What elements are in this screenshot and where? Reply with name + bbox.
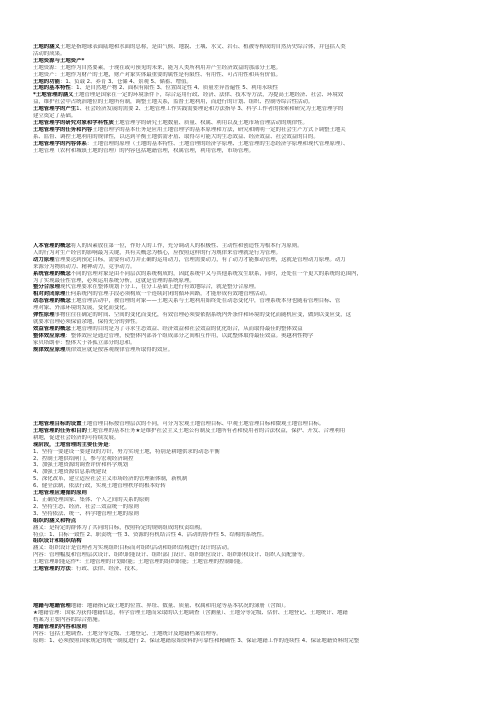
text-line [33, 333, 467, 340]
term-body: 不同的管理对象是由不同层次的系统构成的，因此系统中又与其他系统发生联系，同时，还处在一个更大的系统的范围内， [70, 270, 362, 277]
text-line [33, 469, 467, 476]
term-body: 涵义：组织设计是管理者为实现组织目标而对组织活动和组织结构进行设计的活动。 [33, 545, 233, 552]
term-heading: 土地的基本特性 [33, 85, 71, 92]
term-heading: 土地的涵义 [33, 44, 60, 50]
text-line [33, 490, 467, 497]
term-body: 土地管理职能运作*：土地管理的计划职能；土地管理的组织职能；土地管理的控制职能。 [33, 559, 246, 566]
text-line [33, 617, 467, 624]
text-line [33, 449, 467, 456]
term-heading: 土地资源与土地资产* [33, 57, 85, 64]
term-heading: 土地的功能 [33, 78, 60, 85]
term-body: ：1、是自然地产物 2、面积有限性 3、位置固定性 4、质量差异普遍性 5、利用永续性 [70, 85, 279, 92]
text-line [33, 525, 467, 532]
text-line [33, 312, 467, 319]
text-line [33, 483, 467, 490]
term-heading: *土地管理的涵义 [33, 92, 74, 99]
term-body: 土地管理目标按管理层次的不同，可分为宏观土地管理目标、中观土地管理目标和微观土地管理目标。 [81, 421, 325, 427]
text-line [33, 538, 467, 545]
term-body: 4、加强土地资源信息系统建设 [33, 469, 107, 476]
term-body: 耕地，促进社会经济的可持续发展。 [33, 434, 120, 441]
text-line [33, 58, 467, 65]
text-line [33, 462, 467, 469]
term-body: 土地管理是国家在一定的环境条件下，综合运用行政、经济、法律、技术等方法，为提高土地经济、社会、环境效 [73, 92, 344, 99]
text-line [33, 456, 467, 463]
section-management-principles [33, 243, 467, 354]
term-body: ★地籍管理：国家为获得地籍信息，科学管理土地而采取的以土地调查（含测量）、土地分等定级、估价、土地登记、土地统计、地籍 [33, 609, 348, 616]
term-body: ： [108, 441, 114, 448]
term-body: 土地管理活动中，被管理的对象——土地关系与土地利用始终处在动态变化中，管理系统本身也随着管理目标、管 [70, 298, 341, 305]
term-body: 活动的成果。 [33, 50, 66, 57]
text-line [33, 319, 467, 326]
term-heading: 土地管理学的任务和内容 [33, 126, 93, 133]
term-body: 就要求管理必须保留余地，保持充分的弹性。 [33, 318, 141, 325]
term-heading: 地籍与地籍管理 [33, 603, 71, 609]
term-heading: 动力原理 [33, 256, 55, 263]
text-line [33, 243, 467, 250]
term-heading: 土地管理的任务和目的 [33, 427, 87, 434]
term-body: 特点：1、目标一致性 2、职责统一性 3、资源的有机结合性 4、活动的协作性 5、结构的系统性。 [33, 531, 268, 538]
term-heading: 整分合原理 [33, 284, 60, 291]
text-line [33, 428, 467, 435]
term-body: 事物往往在确定的时间、空间的变化而变化，有效管理必须要依据系统内外条件和环境的变化而随机应变，做到以变应变，这 [54, 312, 352, 319]
term-body: ：土地管理的原理（土地的基本特性、土地管理的经济学原理、土地管理的生态经济学原理和现代管理原理）、 [86, 140, 349, 147]
text-line [33, 141, 467, 148]
term-heading: 规律效应原理 [33, 346, 66, 353]
term-heading: 地籍管理的内容和原则 [33, 623, 87, 630]
text-line [33, 347, 467, 354]
term-body: 2、坚持生态、经济、社会三效益统一的原则 [33, 503, 139, 510]
text-line [33, 552, 467, 559]
text-line [33, 284, 467, 291]
term-body: 管理要达到预定目标，需要有动力并正确的运用动力，管理需要动力，有了动力才能推动管理，这就是管理动力原理。动力 [54, 256, 346, 263]
term-body: 3、加强土地资源的调查评价和科学规划 [33, 462, 129, 469]
text-line [33, 291, 467, 298]
term-body: ：行政、法律、经济、技术。 [70, 566, 141, 573]
text-line [33, 603, 467, 610]
text-line [33, 99, 467, 106]
term-heading: 效益管理的概念 [33, 325, 71, 332]
term-heading: 土地管理的方法 [33, 566, 71, 573]
term-body: 涵义：是特定的群体为了共同的目标，按照特定的规则组成的权责结构。 [33, 524, 206, 531]
text-line [33, 85, 467, 92]
text-line [33, 421, 467, 428]
term-body: 2、控制土地供给闸门，参与宏观经济调控 [33, 455, 134, 462]
text-line [33, 476, 467, 483]
text-line [33, 326, 467, 333]
term-heading: 相对封闭原理 [33, 291, 66, 298]
text-line [33, 511, 467, 518]
term-body: 土地管理的基本任务★是维护社会主义土地公有制及土地所有者和使用者的合法权益，保护、开发、合理利用 [86, 427, 346, 434]
term-body: 现代管理要求在整体规划下分工，在分工基础上进行有效地综合，就是整分合原理。 [59, 284, 260, 291]
term-body: 系、监督、调控土地利用的规律性，以达到平衡土地供需矛盾、取得尽可能大的生态效益、经济效益、社会效益的目的。 [33, 133, 319, 140]
term-body: 任何系统内的管理手段必须构成一个连续封闭的循环回路，才能形成有效地管理活动。 [65, 291, 271, 298]
term-body: 家贝塔朗菲：整体大于各孤立部分的总和。 [33, 339, 136, 346]
text-line [33, 559, 467, 566]
section-management-objectives [33, 421, 467, 573]
term-body: 理对象、外部环境的发展，变化而变化。 [33, 305, 131, 312]
text-line [33, 257, 467, 264]
text-line [33, 72, 467, 79]
term-heading: 土地管理学的内容体系 [33, 140, 87, 147]
term-body: 档案为主要内容的综合措施。 [33, 616, 104, 623]
text-line [33, 631, 467, 638]
text-line [33, 435, 467, 442]
term-body: 土地资源：土地作为自然要素，于现在或可预见的未来，能为人类所利用并产生经济效益的那部分土地。 [33, 64, 281, 71]
text-line [33, 65, 467, 72]
text-line [33, 250, 467, 257]
term-body: 土地管理学的研究土地数量、质量、权属、利用以及土地市场管理活动的规律性。 [113, 119, 308, 126]
term-body: 1、正确处理国家、集体、个人之间的关系的原则 [33, 496, 150, 503]
text-line [33, 120, 467, 127]
text-line [33, 44, 467, 51]
term-body: 来源分为物质动力、精神动力，竞争动力。 [33, 263, 136, 270]
term-body: 土地管理（农村和城镇土地的管理）的内容包括地籍管理，权属管理，利用管理，市场管理。 [33, 147, 255, 154]
term-body: 1、坚持一要建设一要建设的方针，努力实现土地，特别是耕地供求的动态平衡 [33, 448, 220, 455]
section-land-basics [33, 44, 467, 155]
text-line [33, 624, 467, 631]
term-body: 内容：包括土地调查、土地分等定级、土地登记、土地统计及地籍档案管理等。 [33, 630, 222, 637]
term-body: 3、坚持依法、统一、科学地管理土地的原则 [33, 510, 139, 517]
text-line [33, 148, 467, 155]
term-body: 地籍：地籍指记载土地的位置、界址、数量、质量、权属和用途等基本状况的簿册（含图）。 [70, 603, 290, 609]
term-heading: 整体效应原理 [33, 332, 66, 339]
term-body: 土地资产：土地作为财产的土地，财产对象实体最重要的属性是有限性、有用性、可占用性和具有价值。 [33, 71, 281, 78]
term-body: 规律效应就是按客观规律管理所取得的效应。 [65, 346, 174, 353]
text-line [33, 518, 467, 525]
term-heading: 系统管理的概念 [33, 270, 71, 277]
text-line [33, 264, 467, 271]
term-body: 土地管理的目的是为了寻求生态效益、经济效益和社会效益的优化组合，从而取得最佳的整体效益 [70, 325, 303, 332]
section-cadastral-management [33, 603, 467, 644]
text-line [33, 340, 467, 347]
term-heading: 组织设计和组织结构 [33, 538, 82, 545]
term-body: 益，维护社会中占统治地位的土地所有制，调整土地关系，监督土地利用，而进行的计划、组织、控制等综合性活动。 [33, 99, 314, 106]
term-body: 原则：1、必须按照国家规定的统一制度进行 2、保证地籍原始资料的可靠性和精确性 3、保证地籍工作的连续性 4、保证地籍资料的完整 [33, 637, 360, 644]
term-heading: 现阶段，土地管理的主要任务是 [33, 441, 109, 448]
term-heading: 土地管理目标的设置 [33, 421, 82, 427]
text-line [33, 271, 467, 278]
term-heading: 土地管理应遵循的原则 [33, 490, 87, 497]
text-line [33, 113, 467, 120]
text-line [33, 610, 467, 617]
term-body: 将人的因素放在第一位，作好人的工作，充分调动人的积极性、主动性和创造性为根本行为原则。 [70, 243, 303, 249]
term-heading: 动态管理的概念 [33, 298, 71, 305]
term-body: 6、健全法制，依法行政，实现土地管理秩序的根本好转 [33, 483, 166, 490]
term-heading: 人本管理的概念 [33, 243, 71, 249]
text-line [33, 504, 467, 511]
term-body: 内容：管理幅度和管理层次设计、组织职能设计、组织部门设计、组织职位设计、组织职权设计、组织人员配备等。 [33, 552, 308, 559]
text-line [33, 298, 467, 305]
text-line [33, 305, 467, 312]
term-body: 为了实现最佳性管理，必须运用系统分析，这就是管理的系统原理。 [33, 277, 195, 284]
term-body: 土地管理学的基本任务是应用土地管理学的基本原理和方法，研究和阐明一定的社会生产方式下调整土地关 [92, 126, 346, 133]
term-heading: 土地管理学的研究对象和学科性质 [33, 119, 114, 126]
term-body: 5、深化改革，建立适应社会主义市场经济的管理新体制，新机制 [33, 476, 188, 483]
term-body: 1、社会经济发展的需要 2、土地管理工作实践需要理论和方法指导 3、科学工作者的探索和研究为土地管理学的 [76, 106, 344, 113]
text-line [33, 545, 467, 552]
text-line [33, 51, 467, 58]
text-line [33, 442, 467, 449]
term-heading: 组织的涵义和特点 [33, 517, 77, 524]
text-line [33, 127, 467, 134]
term-heading: 土地管理学的产生 [33, 106, 77, 113]
text-line [33, 532, 467, 539]
text-line [33, 134, 467, 141]
term-heading: 弹性原理 [33, 312, 55, 319]
text-line [33, 79, 467, 86]
term-body: 建立奠定了基础。 [33, 113, 77, 120]
term-body: 土地是指地球表面陆地和水面的总称，是由气候、地貌、土壤、水文、岩石、植被等构成的自然历史综合体，并包括人类 [59, 44, 346, 50]
text-line [33, 106, 467, 113]
term-body: 人的行为对生产经营的影响最为关键，其有关概念为核心，应按照这样的行为规律来管理就是行为管理。 [33, 249, 281, 256]
text-line [33, 497, 467, 504]
text-line [33, 566, 467, 573]
text-line [33, 638, 467, 645]
term-body: ：整体效应是通过管理，使整体内部各个组成部分之间相互作用，以此整体取得最佳效益。奥越利性物学 [65, 332, 314, 339]
text-line [33, 92, 467, 99]
term-body: ：1、负载 2、养育 3、仓储 4、景观 5、储蓄、增值。 [59, 78, 192, 85]
text-line [33, 278, 467, 285]
